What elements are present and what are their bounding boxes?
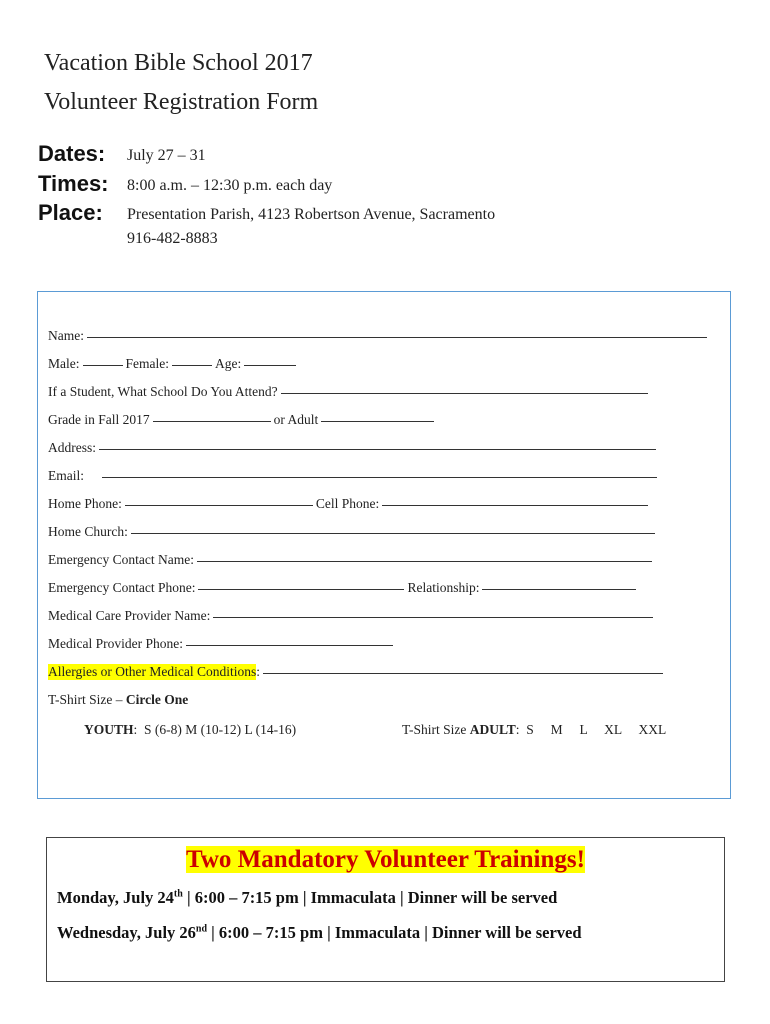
- home-phone-label: Home Phone:: [48, 496, 122, 511]
- place-phone: 916-482-8883: [127, 230, 218, 247]
- training-title: [47, 846, 724, 874]
- email-field[interactable]: [102, 476, 657, 478]
- or-adult-label: or Adult: [273, 412, 319, 427]
- training-1-sup: th: [173, 888, 183, 900]
- address-label: Address:: [48, 440, 96, 455]
- phone-row: [48, 496, 651, 512]
- times-value: 8:00 a.m. – 12:30 p.m. each day: [127, 177, 333, 194]
- name-row: [48, 328, 710, 344]
- emergency-phone-row: [48, 580, 639, 596]
- address-field[interactable]: [99, 448, 656, 450]
- cell-phone-field[interactable]: [382, 504, 648, 506]
- training-title-text: Two Mandatory Volunteer Trainings!: [186, 846, 585, 873]
- relationship-label: Relationship:: [407, 580, 480, 595]
- name-field[interactable]: [87, 336, 707, 338]
- home-church-label: Home Church:: [48, 524, 128, 539]
- female-field[interactable]: [172, 364, 212, 366]
- emergency-name-field[interactable]: [197, 560, 652, 562]
- address-row: [48, 440, 659, 456]
- grade-label: Grade in Fall 2017: [48, 412, 150, 427]
- allergies-colon: :: [256, 664, 260, 679]
- adult-sizes[interactable]: : S M L XL XXL: [515, 722, 667, 737]
- tshirt-circle-one: Circle One: [125, 692, 189, 707]
- cell-phone-label: Cell Phone:: [315, 496, 380, 511]
- registration-form: [37, 291, 731, 799]
- school-label: If a Student, What School Do You Attend?: [48, 384, 278, 399]
- home-church-row: [48, 524, 658, 540]
- place-value: Presentation Parish, 4123 Robertson Avenue, Sacramento: [127, 206, 496, 223]
- title-line-1: Vacation Bible School 2017: [44, 50, 313, 76]
- medical-phone-label: Medical Provider Phone:: [48, 636, 183, 651]
- training-1-day: Monday, July 24: [57, 888, 174, 907]
- times-label: Times:: [38, 171, 109, 196]
- training-line-2: [57, 923, 582, 943]
- email-label: Email:: [48, 468, 84, 483]
- allergies-field[interactable]: [263, 672, 663, 674]
- gender-age-row: [48, 356, 299, 372]
- emergency-phone-label: Emergency Contact Phone:: [48, 580, 196, 595]
- age-field[interactable]: [244, 364, 296, 366]
- allergies-row: [48, 664, 666, 680]
- male-field[interactable]: [83, 364, 123, 366]
- youth-sizes-row: [84, 722, 296, 738]
- grade-field[interactable]: [153, 420, 271, 422]
- adult-sizes-row: [402, 722, 666, 738]
- medical-provider-row: [48, 608, 656, 624]
- school-field[interactable]: [281, 392, 648, 394]
- emergency-name-label: Emergency Contact Name:: [48, 552, 194, 567]
- school-row: [48, 384, 651, 400]
- email-row: [48, 468, 660, 484]
- emergency-phone-field[interactable]: [198, 588, 404, 590]
- title-line-2: Volunteer Registration Form: [44, 89, 319, 115]
- home-church-field[interactable]: [131, 532, 655, 534]
- dates-label: Dates:: [38, 141, 106, 166]
- medical-provider-field[interactable]: [213, 616, 653, 618]
- age-label: Age:: [215, 356, 242, 371]
- male-label: Male:: [48, 356, 80, 371]
- home-phone-field[interactable]: [125, 504, 313, 506]
- adult-prefix: T-Shirt Size: [402, 722, 467, 737]
- dates-value: July 27 – 31: [127, 147, 206, 164]
- relationship-field[interactable]: [482, 588, 636, 590]
- training-2-sup: nd: [195, 923, 208, 935]
- emergency-name-row: [48, 552, 655, 568]
- training-1-details: | 6:00 – 7:15 pm | Immaculata | Dinner will be served: [182, 888, 558, 907]
- place-label: Place:: [38, 200, 103, 225]
- medical-provider-label: Medical Care Provider Name:: [48, 608, 211, 623]
- training-2-details: | 6:00 – 7:15 pm | Immaculata | Dinner will be served: [207, 923, 582, 942]
- youth-label: YOUTH: [84, 722, 134, 737]
- adult-field[interactable]: [321, 420, 434, 422]
- allergies-label: Allergies or Other Medical Conditions: [48, 664, 257, 679]
- youth-sizes[interactable]: : S (6-8) M (10-12) L (14-16): [133, 722, 297, 737]
- medical-phone-row: [48, 636, 396, 652]
- grade-row: [48, 412, 437, 428]
- name-label: Name:: [48, 328, 84, 343]
- tshirt-row: [48, 692, 188, 708]
- training-box: [46, 837, 725, 982]
- training-2-day: Wednesday, July 26: [57, 923, 196, 942]
- female-label: Female:: [125, 356, 169, 371]
- tshirt-label: T-Shirt Size –: [48, 692, 123, 707]
- adult-label: ADULT: [469, 722, 516, 737]
- training-line-1: [57, 888, 557, 908]
- medical-phone-field[interactable]: [186, 644, 393, 646]
